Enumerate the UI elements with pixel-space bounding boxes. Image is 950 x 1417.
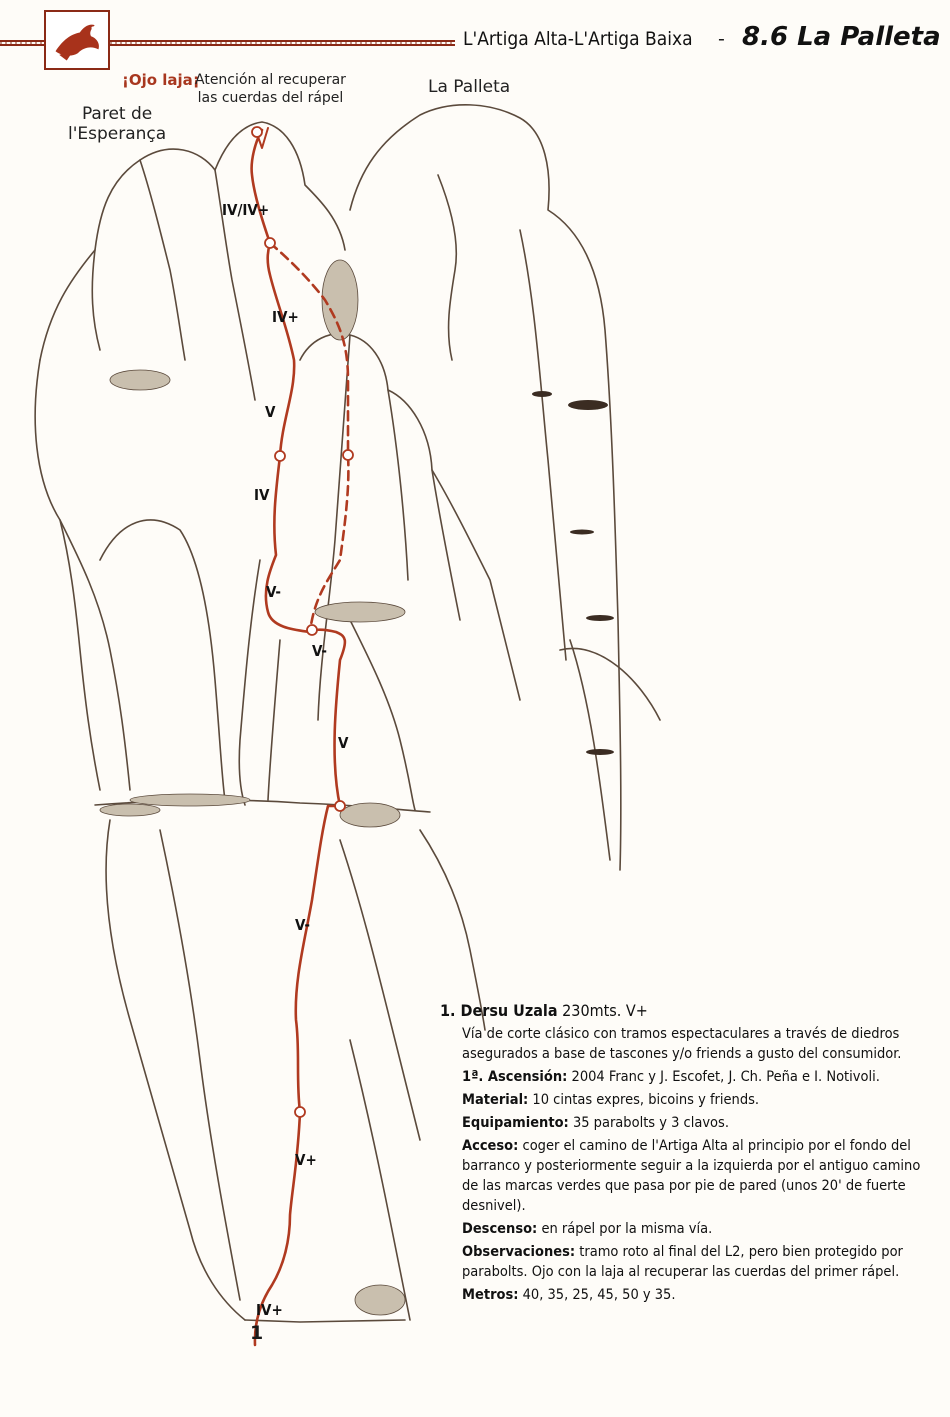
wall-streaks: [532, 391, 614, 755]
route-number-marker: 1: [250, 1322, 264, 1344]
warning-text: Atención al recuperar las cuerdas del rápel: [195, 72, 346, 106]
grade-label: V-: [266, 583, 281, 601]
field-first-ascent: 1ª. Ascensión: 2004 Franc y J. Escofet, J. Ch. Peña e I. Notivoli.: [462, 1069, 880, 1086]
route-heading: [440, 1000, 930, 1022]
grade-label: IV: [254, 486, 270, 504]
route-stats: 230mts. V+: [562, 1001, 648, 1020]
grade-label: V-: [312, 642, 327, 660]
title-separator: -: [718, 28, 725, 50]
field-descent: Descenso: en rápel por la misma vía.: [462, 1221, 713, 1238]
route-title: 8.6 La Palleta: [742, 22, 941, 52]
field-meters: Metros: 40, 35, 25, 45, 50 y 35.: [462, 1287, 676, 1304]
route-body: [440, 1024, 930, 1305]
grade-label: V: [265, 403, 276, 421]
grade-label: IV/IV+: [222, 201, 270, 219]
field-observations: Observaciones: tramo roto al final del L2, pero bien protegido por parabolts. Ojo con la laja al recuperar las cuerdas del primer rápel.: [462, 1244, 903, 1281]
field-equipment: Equipamiento: 35 parabolts y 3 clavos.: [462, 1115, 729, 1132]
field-access: Acceso: coger el camino de l'Artiga Alta al principio por el fondo del barranco y posteriormente seguir a la izquierda por el antiguo camino de las marcas verdes que pasa por pie de pared (unos 20' de fuerte desnivel).: [462, 1138, 921, 1215]
grade-label: V-: [295, 916, 310, 934]
grade-label: V+: [295, 1151, 317, 1169]
tower-label-palleta: La Palleta: [428, 77, 511, 97]
route-description: Vía de corte clásico con tramos espectaculares a través de diedros asegurados a base de tascones y/o friends a gusto del consumidor.: [462, 1026, 902, 1063]
route-name: 1. Dersu Uzala: [440, 1001, 558, 1020]
grade-label: IV+: [272, 308, 299, 326]
warning-bold: ¡Ojo laja¡: [122, 71, 200, 89]
grade-label: V: [338, 734, 349, 752]
ledge-texture: [100, 260, 405, 1315]
wall-label-esperanca: Paret de l'Esperança: [68, 104, 167, 144]
route-info: [440, 1000, 930, 1308]
sector-title: L'Artiga Alta-L'Artiga Baixa: [463, 28, 693, 50]
field-material: Material: 10 cintas expres, bicoins y friends.: [462, 1092, 760, 1109]
grade-label: IV+: [256, 1301, 283, 1319]
